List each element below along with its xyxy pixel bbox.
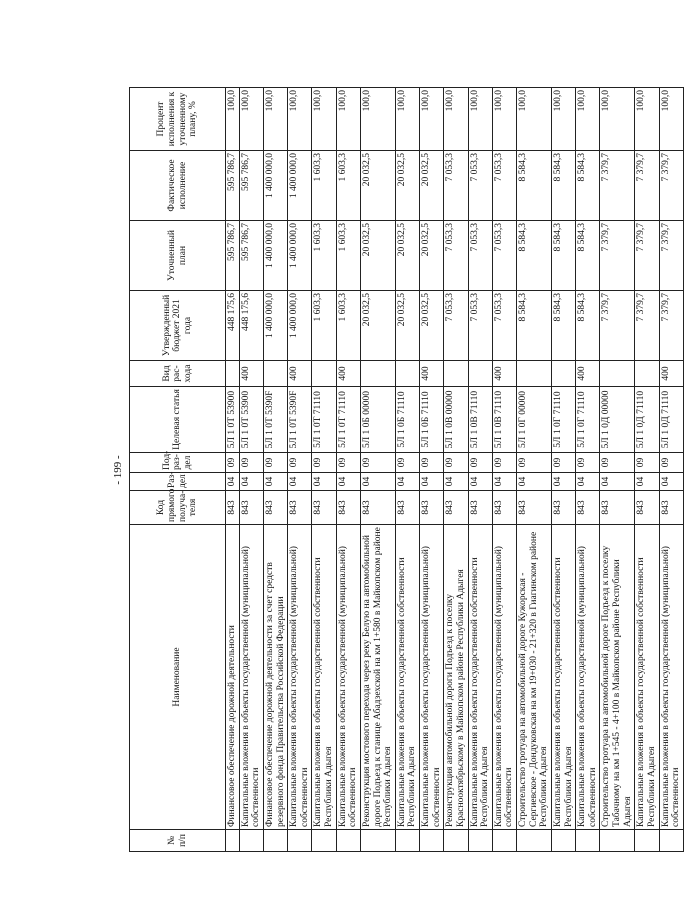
cell-name: Реконструкция мостового перехода через реку Белую на автомобильной дороге Подъезд к станице Абадзехской на км 1+580 в Майкопском районе Республики Адыгея xyxy=(360,525,395,830)
cell-approved: 448 175,6 xyxy=(239,291,263,361)
cell-exp-type: 400 xyxy=(576,361,600,387)
cell-num xyxy=(420,830,444,852)
cell-admin: 843 xyxy=(517,491,552,525)
cell-approved: 20 032,5 xyxy=(420,291,444,361)
cell-section: 04 xyxy=(468,473,492,491)
cell-admin: 843 xyxy=(239,491,263,525)
cell-num xyxy=(360,830,395,852)
cell-approved: 448 175,6 xyxy=(226,291,240,361)
cell-name: Финансовое обеспечение дорожной деятельности за счет средств резервного фонда Правительства Российской Федерации xyxy=(263,525,287,830)
cell-actual: 7 379,7 xyxy=(659,151,683,221)
cell-section: 04 xyxy=(312,473,336,491)
cell-refined: 1 400 000,0 xyxy=(288,221,312,291)
cell-subsection: 09 xyxy=(492,453,516,473)
cell-num xyxy=(263,830,287,852)
cell-approved: 7 379,7 xyxy=(659,291,683,361)
cell-target: 5Л 1 0В 71110 xyxy=(492,387,516,453)
cell-name: Реконструкция автомобильной дороги Подъезд к поселку Краснооктябрьскому в Майкопском районе Республики Адыгея xyxy=(444,525,468,830)
budget-table xyxy=(129,87,684,852)
cell-refined: 8 584,3 xyxy=(576,221,600,291)
cell-percent: 100,0 xyxy=(288,88,312,151)
cell-subsection: 09 xyxy=(336,453,360,473)
cell-target: 5Л 1 0В 71110 xyxy=(468,387,492,453)
table-row xyxy=(635,88,659,852)
cell-target: 5Л 1 0Д 00000 xyxy=(600,387,635,453)
cell-exp-type: 400 xyxy=(239,361,263,387)
cell-exp-type xyxy=(468,361,492,387)
cell-actual: 7 053,3 xyxy=(492,151,516,221)
cell-percent: 100,0 xyxy=(635,88,659,151)
cell-section: 04 xyxy=(226,473,240,491)
cell-percent: 100,0 xyxy=(468,88,492,151)
cell-num xyxy=(492,830,516,852)
cell-subsection: 09 xyxy=(239,453,263,473)
header-admin: Код прямого получа-теля xyxy=(130,491,226,525)
cell-name: Капитальные вложения в объекты государственной собственности Республики Адыгея xyxy=(395,525,419,830)
cell-refined: 1 603,3 xyxy=(312,221,336,291)
cell-actual: 8 584,3 xyxy=(551,151,575,221)
cell-admin: 843 xyxy=(226,491,240,525)
cell-percent: 100,0 xyxy=(312,88,336,151)
cell-approved: 7 053,3 xyxy=(444,291,468,361)
cell-name: Капитальные вложения в объекты государственной (муниципальной) собственности xyxy=(492,525,516,830)
cell-target: 5Л 1 0Т 71110 xyxy=(336,387,360,453)
cell-num xyxy=(336,830,360,852)
cell-exp-type: 400 xyxy=(420,361,444,387)
cell-exp-type xyxy=(395,361,419,387)
cell-num xyxy=(226,830,240,852)
cell-refined: 20 032,5 xyxy=(420,221,444,291)
cell-exp-type xyxy=(312,361,336,387)
cell-refined: 7 053,3 xyxy=(492,221,516,291)
header-section: Раз-дел xyxy=(130,473,226,491)
table-row xyxy=(263,88,287,852)
cell-percent: 100,0 xyxy=(576,88,600,151)
cell-refined: 8 584,3 xyxy=(517,221,552,291)
cell-num xyxy=(576,830,600,852)
cell-refined: 1 603,3 xyxy=(336,221,360,291)
cell-exp-type: 400 xyxy=(336,361,360,387)
cell-approved: 1 400 000,0 xyxy=(288,291,312,361)
cell-admin: 843 xyxy=(312,491,336,525)
header-actual: Фактическое исполнение xyxy=(130,151,226,221)
cell-refined: 7 379,7 xyxy=(600,221,635,291)
cell-num xyxy=(551,830,575,852)
cell-section: 04 xyxy=(395,473,419,491)
cell-num xyxy=(395,830,419,852)
cell-section: 04 xyxy=(659,473,683,491)
cell-actual: 7 379,7 xyxy=(600,151,635,221)
cell-percent: 100,0 xyxy=(600,88,635,151)
cell-target: 5Л 1 0Б 00000 xyxy=(360,387,395,453)
table-row xyxy=(420,88,444,852)
cell-percent: 100,0 xyxy=(659,88,683,151)
cell-refined: 7 053,3 xyxy=(444,221,468,291)
cell-actual: 595 786,7 xyxy=(226,151,240,221)
cell-section: 04 xyxy=(239,473,263,491)
cell-actual: 8 584,3 xyxy=(576,151,600,221)
cell-percent: 100,0 xyxy=(226,88,240,151)
cell-target: 5Л 1 0Т 71110 xyxy=(312,387,336,453)
cell-subsection: 09 xyxy=(312,453,336,473)
header-target: Целевая статья xyxy=(130,387,226,453)
table-row xyxy=(517,88,552,852)
cell-num xyxy=(517,830,552,852)
cell-target: 5Л 1 0Д 71110 xyxy=(659,387,683,453)
cell-exp-type xyxy=(444,361,468,387)
cell-target: 5Л 1 0Д 71110 xyxy=(635,387,659,453)
cell-name: Строительство тротуара на автомобильной дороге Подъезд к поселку Табачному на км 1+545 - 4+100 в Майкопском районе Республики Адыгея xyxy=(600,525,635,830)
header-num: № п/п xyxy=(130,830,226,852)
cell-section: 04 xyxy=(551,473,575,491)
rotated-landscape-page xyxy=(104,88,682,852)
cell-target: 5Л 1 0Т 53900 xyxy=(226,387,240,453)
cell-subsection: 09 xyxy=(517,453,552,473)
cell-name: Капитальные вложения в объекты государственной (муниципальной) собственности xyxy=(576,525,600,830)
cell-actual: 7 053,3 xyxy=(444,151,468,221)
cell-subsection: 09 xyxy=(288,453,312,473)
cell-refined: 7 379,7 xyxy=(659,221,683,291)
cell-name: Финансовое обеспечение дорожной деятельности xyxy=(226,525,240,830)
cell-actual: 7 053,3 xyxy=(468,151,492,221)
cell-exp-type xyxy=(226,361,240,387)
cell-name: Капитальные вложения в объекты государственной (муниципальной) собственности xyxy=(420,525,444,830)
cell-refined: 1 400 000,0 xyxy=(263,221,287,291)
header-refined: Уточненный план xyxy=(130,221,226,291)
cell-subsection: 09 xyxy=(444,453,468,473)
cell-approved: 8 584,3 xyxy=(576,291,600,361)
cell-exp-type: 400 xyxy=(288,361,312,387)
table-row xyxy=(600,88,635,852)
table-row xyxy=(492,88,516,852)
table-row xyxy=(444,88,468,852)
cell-approved: 1 603,3 xyxy=(336,291,360,361)
cell-section: 04 xyxy=(635,473,659,491)
cell-admin: 843 xyxy=(336,491,360,525)
cell-target: 5Л 1 0Т 5390F xyxy=(288,387,312,453)
cell-name: Капитальные вложения в объекты государственной собственности Республики Адыгея xyxy=(551,525,575,830)
cell-exp-type: 400 xyxy=(659,361,683,387)
cell-num xyxy=(239,830,263,852)
cell-approved: 7 379,7 xyxy=(600,291,635,361)
cell-actual: 20 032,5 xyxy=(420,151,444,221)
cell-name: Строительство тротуара на автомобильной дороге Кужорская - Сергиевское - Дондуковская на км 19+030 - 21+320 в Гиагинском районе Республики Адыгея xyxy=(517,525,552,830)
cell-exp-type xyxy=(360,361,395,387)
table-row xyxy=(659,88,683,852)
cell-admin: 843 xyxy=(576,491,600,525)
cell-subsection: 09 xyxy=(226,453,240,473)
cell-section: 04 xyxy=(288,473,312,491)
cell-admin: 843 xyxy=(360,491,395,525)
cell-num xyxy=(288,830,312,852)
cell-actual: 8 584,3 xyxy=(517,151,552,221)
table-row xyxy=(468,88,492,852)
cell-num xyxy=(635,830,659,852)
table-header-row xyxy=(130,88,226,852)
cell-actual: 20 032,5 xyxy=(360,151,395,221)
cell-exp-type xyxy=(551,361,575,387)
cell-section: 04 xyxy=(492,473,516,491)
cell-section: 04 xyxy=(600,473,635,491)
cell-approved: 20 032,5 xyxy=(395,291,419,361)
table-row xyxy=(226,88,240,852)
cell-approved: 20 032,5 xyxy=(360,291,395,361)
cell-section: 04 xyxy=(420,473,444,491)
cell-target: 5Л 1 0Т 5390F xyxy=(263,387,287,453)
cell-approved: 8 584,3 xyxy=(551,291,575,361)
header-name: Наименование xyxy=(130,525,226,830)
cell-percent: 100,0 xyxy=(492,88,516,151)
cell-admin: 843 xyxy=(468,491,492,525)
cell-subsection: 09 xyxy=(659,453,683,473)
cell-subsection: 09 xyxy=(576,453,600,473)
cell-target: 5Л 1 0Б 71110 xyxy=(395,387,419,453)
cell-admin: 843 xyxy=(551,491,575,525)
cell-section: 04 xyxy=(444,473,468,491)
cell-num xyxy=(312,830,336,852)
table-row xyxy=(576,88,600,852)
cell-actual: 1 603,3 xyxy=(312,151,336,221)
cell-subsection: 09 xyxy=(420,453,444,473)
table-row xyxy=(336,88,360,852)
header-subsection: Под-раз-дел xyxy=(130,453,226,473)
cell-percent: 100,0 xyxy=(551,88,575,151)
cell-subsection: 09 xyxy=(468,453,492,473)
cell-refined: 7 379,7 xyxy=(635,221,659,291)
cell-section: 04 xyxy=(263,473,287,491)
cell-refined: 8 584,3 xyxy=(551,221,575,291)
cell-admin: 843 xyxy=(444,491,468,525)
cell-admin: 843 xyxy=(395,491,419,525)
cell-approved: 8 584,3 xyxy=(517,291,552,361)
table-row xyxy=(551,88,575,852)
cell-approved: 1 603,3 xyxy=(312,291,336,361)
cell-target: 5Л 1 0Т 53900 xyxy=(239,387,263,453)
cell-name: Капитальные вложения в объекты государственной (муниципальной) собственности xyxy=(336,525,360,830)
cell-refined: 595 786,7 xyxy=(239,221,263,291)
cell-actual: 1 400 000,0 xyxy=(288,151,312,221)
cell-actual: 1 400 000,0 xyxy=(263,151,287,221)
cell-refined: 7 053,3 xyxy=(468,221,492,291)
cell-num xyxy=(468,830,492,852)
cell-actual: 7 379,7 xyxy=(635,151,659,221)
cell-admin: 843 xyxy=(600,491,635,525)
cell-approved: 7 379,7 xyxy=(635,291,659,361)
cell-approved: 1 400 000,0 xyxy=(263,291,287,361)
cell-admin: 843 xyxy=(635,491,659,525)
cell-exp-type xyxy=(263,361,287,387)
cell-admin: 843 xyxy=(659,491,683,525)
cell-name: Капитальные вложения в объекты государственной собственности Республики Адыгея xyxy=(468,525,492,830)
header-percent: Процент исполнения к уточненному плану, % xyxy=(130,88,226,151)
cell-refined: 20 032,5 xyxy=(360,221,395,291)
cell-section: 04 xyxy=(576,473,600,491)
cell-percent: 100,0 xyxy=(360,88,395,151)
header-approved: Утвержденный бюджет 2021 года xyxy=(130,291,226,361)
cell-subsection: 09 xyxy=(395,453,419,473)
page-number: - 199 - xyxy=(112,455,124,485)
cell-percent: 100,0 xyxy=(395,88,419,151)
cell-percent: 100,0 xyxy=(336,88,360,151)
cell-num xyxy=(600,830,635,852)
table-row xyxy=(395,88,419,852)
cell-exp-type xyxy=(517,361,552,387)
cell-num xyxy=(444,830,468,852)
cell-approved: 7 053,3 xyxy=(492,291,516,361)
cell-subsection: 09 xyxy=(360,453,395,473)
cell-admin: 843 xyxy=(492,491,516,525)
cell-admin: 843 xyxy=(263,491,287,525)
cell-target: 5Л 1 0Г 71110 xyxy=(551,387,575,453)
cell-percent: 100,0 xyxy=(239,88,263,151)
table-row xyxy=(239,88,263,852)
cell-num xyxy=(659,830,683,852)
cell-refined: 595 786,7 xyxy=(226,221,240,291)
cell-approved: 7 053,3 xyxy=(468,291,492,361)
cell-admin: 843 xyxy=(288,491,312,525)
cell-subsection: 09 xyxy=(551,453,575,473)
cell-target: 5Л 1 0В 00000 xyxy=(444,387,468,453)
cell-section: 04 xyxy=(517,473,552,491)
cell-percent: 100,0 xyxy=(263,88,287,151)
cell-percent: 100,0 xyxy=(444,88,468,151)
cell-subsection: 09 xyxy=(635,453,659,473)
cell-name: Капитальные вложения в объекты государственной собственности Республики Адыгея xyxy=(312,525,336,830)
cell-actual: 595 786,7 xyxy=(239,151,263,221)
cell-exp-type xyxy=(635,361,659,387)
cell-name: Капитальные вложения в объекты государственной (муниципальной) собственности xyxy=(659,525,683,830)
cell-actual: 20 032,5 xyxy=(395,151,419,221)
cell-subsection: 09 xyxy=(600,453,635,473)
cell-admin: 843 xyxy=(420,491,444,525)
table-row xyxy=(360,88,395,852)
table-row xyxy=(288,88,312,852)
cell-actual: 1 603,3 xyxy=(336,151,360,221)
cell-percent: 100,0 xyxy=(420,88,444,151)
cell-section: 04 xyxy=(336,473,360,491)
cell-name: Капитальные вложения в объекты государственной собственности Республики Адыгея xyxy=(635,525,659,830)
cell-refined: 20 032,5 xyxy=(395,221,419,291)
table-row xyxy=(312,88,336,852)
header-exp-type: Вид рас-хода xyxy=(130,361,226,387)
cell-percent: 100,0 xyxy=(517,88,552,151)
cell-name: Капитальные вложения в объекты государственной (муниципальной) собственности xyxy=(239,525,263,830)
cell-exp-type xyxy=(600,361,635,387)
cell-target: 5Л 1 0Г 71110 xyxy=(576,387,600,453)
cell-name: Капитальные вложения в объекты государственной (муниципальной) собственности xyxy=(288,525,312,830)
cell-target: 5Л 1 0Г 00000 xyxy=(517,387,552,453)
cell-section: 04 xyxy=(360,473,395,491)
cell-exp-type: 400 xyxy=(492,361,516,387)
cell-subsection: 09 xyxy=(263,453,287,473)
cell-target: 5Л 1 0Б 71110 xyxy=(420,387,444,453)
